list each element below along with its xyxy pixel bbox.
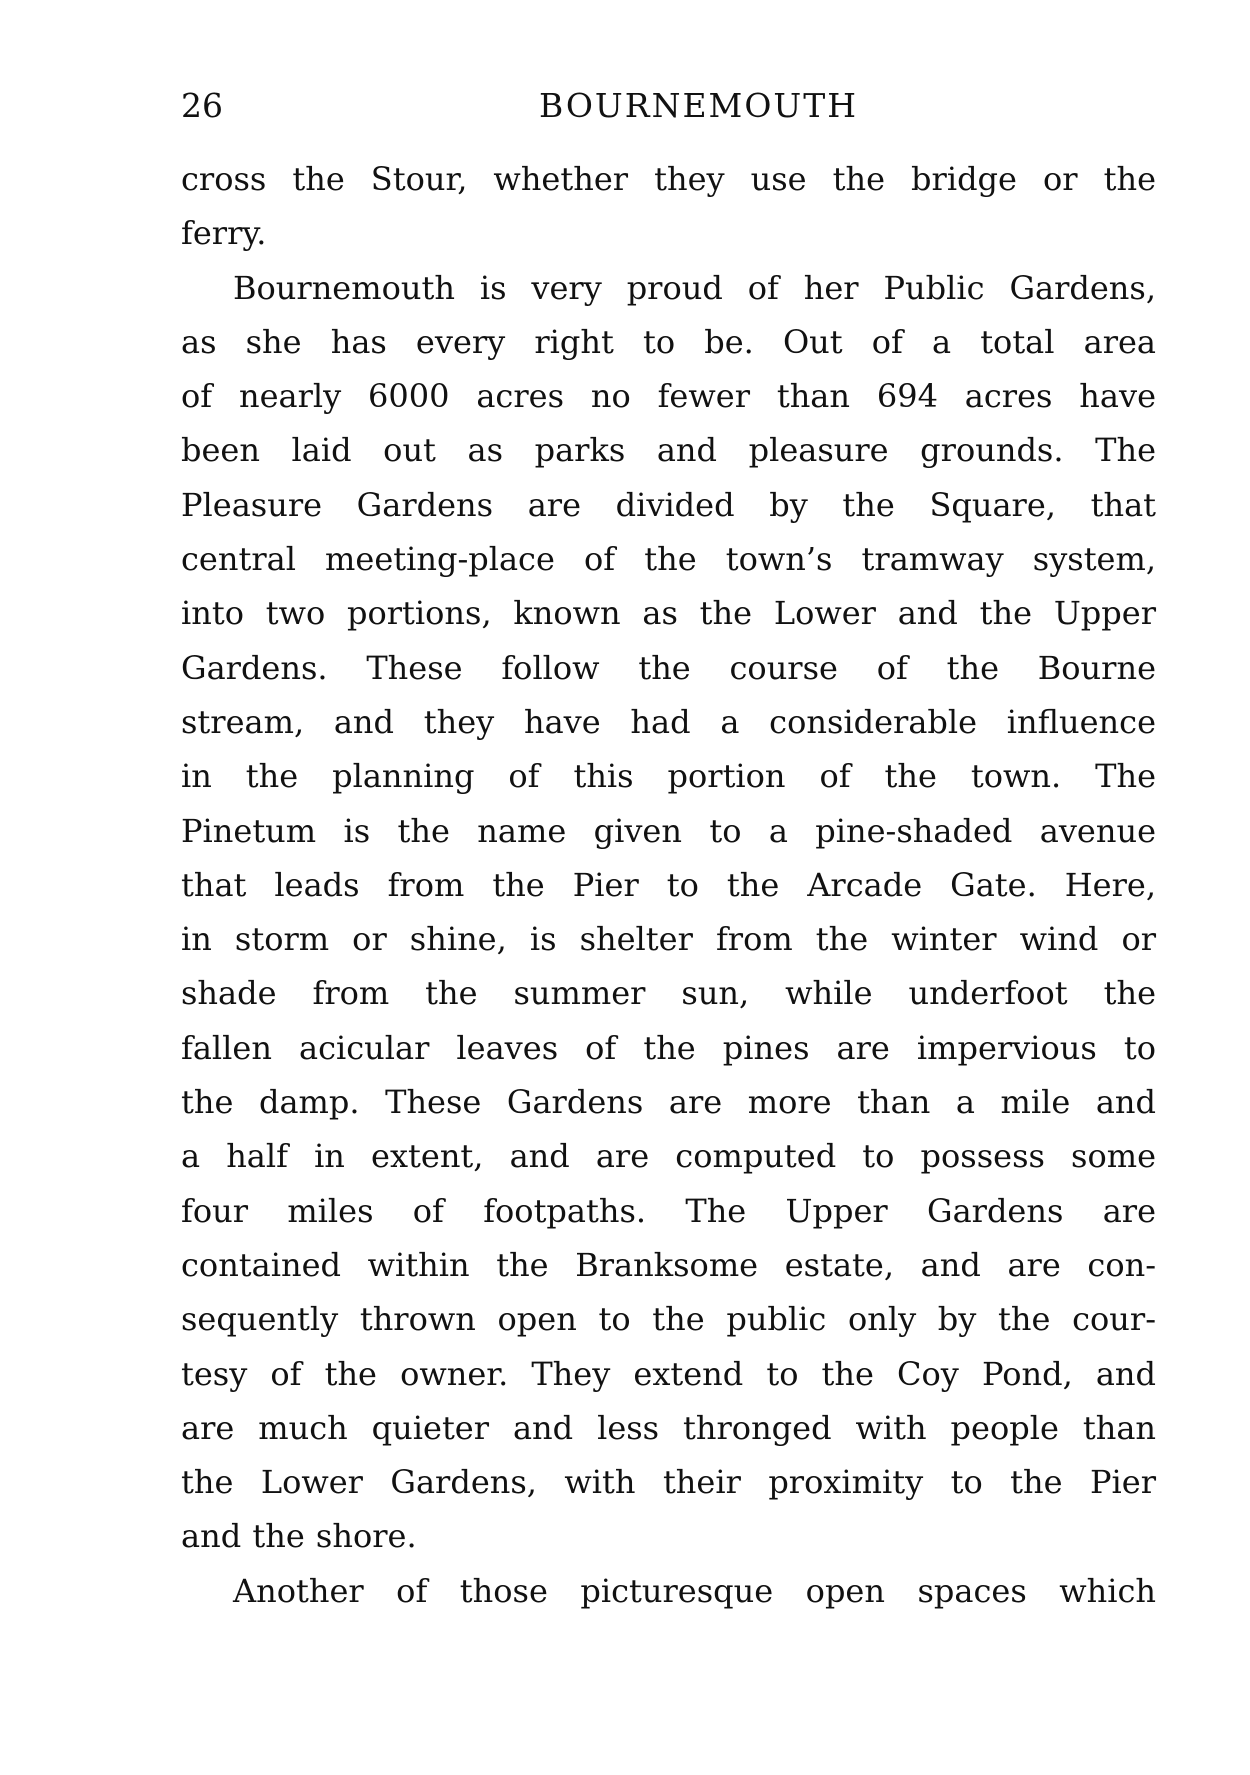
text-line: a half in extent, and are computed to possess some [181,1137,1156,1176]
text-line: been laid out as parks and pleasure grounds. The [181,431,1156,470]
text-line: of nearly 6000 acres no fewer than 694 acres have [181,377,1156,416]
text-line: in the planning of this portion of the town. The [181,757,1156,796]
running-title: BOURNEMOUTH [539,86,858,125]
text-line: shade from the summer sun, while underfoot the [181,974,1156,1013]
text-line: sequently thrown open to the public only by the cour- [181,1300,1156,1339]
text-line: Pinetum is the name given to a pine-shaded avenue [181,811,1156,850]
text-line: and the shore. [181,1517,417,1556]
running-head [181,82,1156,130]
paragraph-start-line: Another of those picturesque open spaces which [233,1571,1156,1610]
text-line: Pleasure Gardens are divided by the Square, that [181,485,1156,524]
text-line: four miles of footpaths. The Upper Gardens are [181,1191,1156,1230]
text-line: are much quieter and less thronged with people than [181,1408,1156,1447]
text-line: tesy of the owner. They extend to the Coy Pond, and [181,1354,1156,1393]
text-line: contained within the Branksome estate, and are con- [181,1245,1156,1284]
body-text [181,152,1156,1618]
text-line: the Lower Gardens, with their proximity to the Pier [181,1463,1156,1502]
text-line: as she has every right to be. Out of a total area [181,322,1156,361]
text-line: the damp. These Gardens are more than a mile and [181,1083,1156,1122]
page-number: 26 [181,86,223,125]
text-line: central meeting-place of the town’s tramway system, [181,540,1156,579]
text-line: that leads from the Pier to the Arcade Gate. Here, [181,865,1156,904]
text-line: Gardens. These follow the course of the Bourne [181,648,1156,687]
text-line: cross the Stour, whether they use the bridge or the [181,160,1156,198]
text-line: ferry. [181,214,267,253]
text-line: into two portions, known as the Lower and the Upper [181,594,1156,633]
text-line: stream, and they have had a considerable influence [181,702,1156,741]
text-line: fallen acicular leaves of the pines are impervious to [181,1028,1156,1067]
text-line: in storm or shine, is shelter from the winter wind or [181,920,1156,959]
paragraph-start-line: Bournemouth is very proud of her Public Gardens, [233,268,1156,307]
